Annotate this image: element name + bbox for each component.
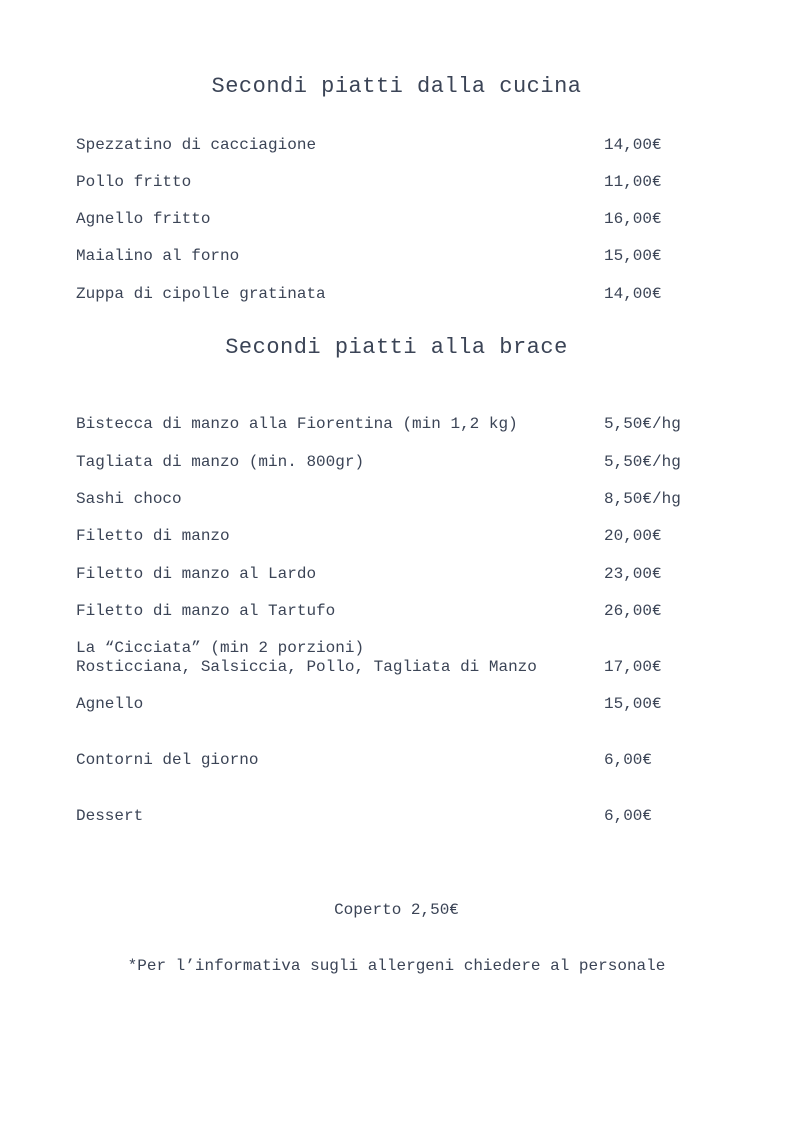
menu-item-name: Bistecca di manzo alla Fiorentina (min 1,2 kg) — [76, 415, 518, 433]
menu-item-name: Zuppa di cipolle gratinata — [76, 285, 326, 303]
menu-item-price: 26,00€ — [604, 602, 662, 620]
menu-item-name: Contorni del giorno — [76, 751, 259, 769]
menu-item-price: 6,00€ — [604, 751, 653, 769]
menu-item-name: Spezzatino di cacciagione — [76, 136, 317, 154]
menu-item-name: Filetto di manzo al Lardo — [76, 565, 317, 583]
section-title-brace: Secondi piatti alla brace — [225, 335, 568, 360]
menu-item-price: 23,00€ — [604, 565, 662, 583]
allergen-note: *Per l’informativa sugli allergeni chiedere al personale — [127, 957, 666, 975]
menu-item-name: Agnello — [76, 695, 144, 713]
menu-item-price: 15,00€ — [604, 695, 662, 713]
menu-item-price: 14,00€ — [604, 285, 662, 303]
section-title-cucina: Secondi piatti dalla cucina — [211, 74, 582, 99]
menu-item-price: 5,50€/hg — [604, 453, 681, 471]
menu-item-name: Filetto di manzo — [76, 527, 230, 545]
menu-item-price: 17,00€ — [604, 658, 662, 676]
menu-item-price: 15,00€ — [604, 247, 662, 265]
coperto-note: Coperto 2,50€ — [334, 901, 459, 919]
menu-item-price: 8,50€/hg — [604, 490, 681, 508]
menu-item-price: 20,00€ — [604, 527, 662, 545]
menu-item-price: 16,00€ — [604, 210, 662, 228]
menu-item-price: 14,00€ — [604, 136, 662, 154]
menu-item-name: Dessert — [76, 807, 144, 825]
menu-item-price: 11,00€ — [604, 173, 662, 191]
menu-item-price: 6,00€ — [604, 807, 653, 825]
menu-item-name: Pollo fritto — [76, 173, 192, 191]
menu-item-price: 5,50€/hg — [604, 415, 681, 433]
menu-item-name: Maialino al forno — [76, 247, 240, 265]
menu-item-subname: Rosticciana, Salsiccia, Pollo, Tagliata di Manzo — [76, 658, 537, 676]
menu-item-name: Sashi choco — [76, 490, 182, 508]
menu-item-name: Filetto di manzo al Tartufo — [76, 602, 336, 620]
menu-item-name: Agnello fritto — [76, 210, 211, 228]
menu-item-name: Tagliata di manzo (min. 800gr) — [76, 453, 365, 471]
menu-item-name: La “Cicciata” (min 2 porzioni) — [76, 639, 365, 657]
